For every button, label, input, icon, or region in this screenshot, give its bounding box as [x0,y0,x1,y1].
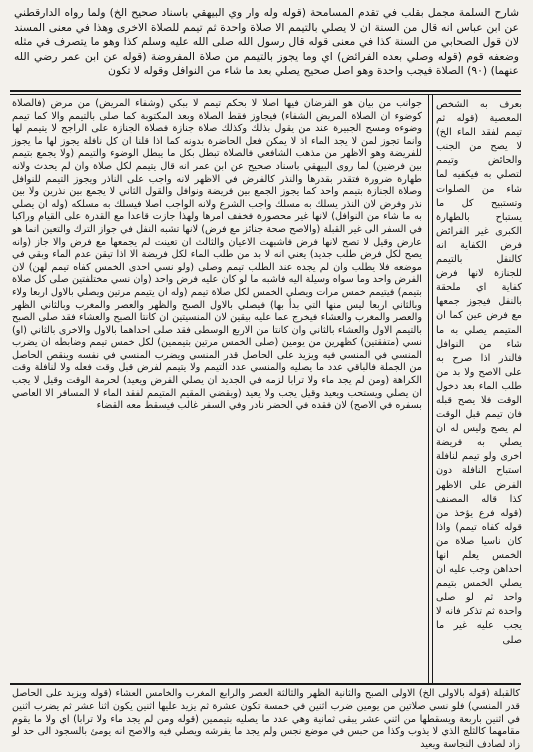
margin-commentary-body: بعرف به الشخص المعصية (قوله ثم تيمم لفقد الماء الخ) لا يصح من الجنب والحائض وتيمم لتصلي به فيكفيه لما شاء من الصلوات وتستبيح كل ما يستباح بالطهارة الكبرى غير الفرائض فرض الكفاية انه كالنفل بالتيمم للجنازة لانها فرض كفاية اي ملحقة بالنفل فيجوز جمعها مع فرض عين كما ان المتيمم يصلي به ما شاء من النوافل فالنذر اذا صرح به على الاصح ولا بد من طلب الماء بعد دخول الوقت فلا يصح قبله فان تيمم قبل الوقت لم يصح وليس له ان يصلي به فريضة اخرى ولو تيمم لنافلة استباح النافلة دون الفرض على الاظهر كذا قاله المصنف (قوله فرع يؤخذ من قوله كفاه تيمم) واذا كان ناسيا صلاة من الخمس يعلم انها احداهن وجب عليه ان يصلي الخمس بتيمم واحد ثم لو صلى واحدة ثم تذكر فانه لا يجب عليه غير ما صلى [436,99,522,646]
header-rule-thin [10,94,521,95]
header-commentary-text: شارح السلمة مجمل بقلب في تقدم المسامحة (قوله وله وار وي البيهقي باسناد صحيح الخ) ولما رواه الدارقطني عن ابن عباس انه قال من السنة ان لا يصلي بالتيمم الا صلاة واحدة ثم تيمم للصلاة الاخرى وهذا في معنى المسند لان قول الصحابي من السنة كذا في معنى قوله قال رسول الله صلى الله عليه وسلم كذا وهو ما يتصرف في مثله وضعفه قوم (قوله وصلي بعده الفرائض) اي وما يجوز بالتيمم من صلاة المفروضة (قوله عن ابن عمر رضي الله عنهما) (٩٠) الصلاة فيجب واحدة وهو اصل صحيح يصلي بعد ما شاء من النوافل وقوله لا تكون [14,6,519,77]
column-divider-thin [432,95,433,685]
margin-commentary-column [436,98,522,680]
footer-commentary-text: كالقبلة (قوله بالاولى الخ) الاولى الصبح والثانية الظهر والثالثة العصر والرابع المغرب والخامس العشاء (قوله ويزيد على الحاصل قدر المنسي) فلو نسي صلاتين من يومين ضرب اثنين في خمسة تكون عشرة ثم يزيد عليها اثنين يكون اثنا عشر ثم يضرب اثنين في اثنين باربعة ويسقطها من اثني عشر يبقى ثمانية وهي عدد ما يصليه بتيممين (قوله ومن لم يجد ماء ولا ترابا) اي ولا ما يقوم مقامهما كالثلج الذي لا يذوب وكذا من حبس في موضع نجس ولم يجد ما يفرشه ويصلي فيه والاصح انه يومئ بالسجود الى حد لو زاد لصادف النجاسة ويعيد [12,688,520,751]
column-divider [428,95,429,685]
main-text-column [12,98,422,680]
header-rule [10,90,521,92]
footer-rule [10,683,521,685]
main-text-body: جوانب من بيان هو الفرضان فيها اصلا لا بحكم تيمم لا ببكي (وشفاء المريض) من مرض (فالصلاة كوضوء ان الصلاة المريض الشفاء) فيجاوز فقط الصلاة وبعد المكتوبة كما صلى بالتيمم والا كما تيمم وضوءه ومسح الجبيرة عند من يقول بذلك وكذلك صلاة جنازة فصلاة الجنازة على الراجح لا يتيمم لها وانما تجوز لمن لا يجد الماء اذ لا يمكن فعل الحاضرة بدونه كما اذا قلنا ان كل نافلة يجوز لها ما يجوز للفريضة وهو الاظهر من مذهب الشافعي فالصلاة تبطل بكل ما يبطل الوضوء والتيمم (ولا يجمع بتيمم بين فرضين) لما روى البيهقي باسناد صحيح عن ابن عمر انه قال يتيمم لكل صلاة وان لم يحدث ولانه طهارة ضرورة فتقدر بقدرها والنذر كالفرض في الاظهر لانه واجب على الناذر ويجوز التيمم للنوافل وصلاة الجنازة بتيمم واحد كما يجوز الجمع بين فريضة ونوافل والقول الثاني لا يجمع بين نذرين ولا بين نذر وفرض لان النذر يسلك به مسلك واجب الشرع ولانه الواجب اصلا فيسلك به مسلكه (وله ان يصلي به ما شاء من النوافل) لانها غير محصورة فخفف امرها ولهذا جازت قاعدا مع القدرة على القيام وراكبا في السفر الى غير القبلة (والاصح صحة جنائز مع فرض) لانها تشبه النفل في جواز الترك والتعين انما هو عارض وقيل لا تصح لانها فرض فاشبهت الاعيان والثالث ان تعينت لم يجمعها مع فرض والا جاز (وانه يصح لكل فرض طلب جديد) يعني انه لا بد من طلب الماء لكل فريضة الا اذا تيقن عدم الماء وبقي في موضعه فلا يطلب وان لم يجده عند الطلب تيمم وصلى (ولو نسي احدى الخمس كفاه تيمم لهن) لان الفرض واحد وما سواه وسيلة اليه فاشبه ما لو كان عليه فرض واحد (وان نسي مختلفتين صلى كل صلاة بتيمم) فيتيمم خمس مرات ويصلي الخمس لكل صلاة تيمم (وله ان يتيمم مرتين ويصلي بالاول اربعا ولاء وبالثاني اربعا ليس منها التي بدأ بها) فيصلي بالاول الصبح والظهر والعصر والمغرب وبالثاني الظهر والعصر والمغرب والعشاء فيخرج عما عليه بيقين لان المنسيتين ان كانتا الصبح والعشاء فقد صلى الصبح بالتيمم الاول والعشاء بالثاني وان كانتا من الاربع الوسطى فقد صلى احداهما بالاول والاخرى بالثاني (او) نسي (متفقتين) كظهرين من يومين (صلى الخمس مرتين بتيممين) لكل خمس تيمم وضابطه ان يضرب المنسي في المنسي فيه ويزيد على الحاصل قدر المنسي ويضرب المنسي في نفسه وينقص الحاصل من الجملة فالباقي عدد ما يصليه والمنسي عدد التيمم ولا يتيمم لفرض قبل وقت فعله ولا لنافلة وقت الكراهة (ومن لم يجد ماء ولا ترابا لزمه في الجديد ان يصلي الفرض ويعيد) لحرمة الوقت وقيل لا يجب ان يصلي ويستحب ويعيد وقيل يجب ولا يعيد (ويقضي المقيم المتيمم لفقد الماء لا المسافر الا العاصي بسفره في الاصح) لان فقده في الحضر نادر وفي السفر غالب فيسقط معه القضاء [12,98,422,412]
